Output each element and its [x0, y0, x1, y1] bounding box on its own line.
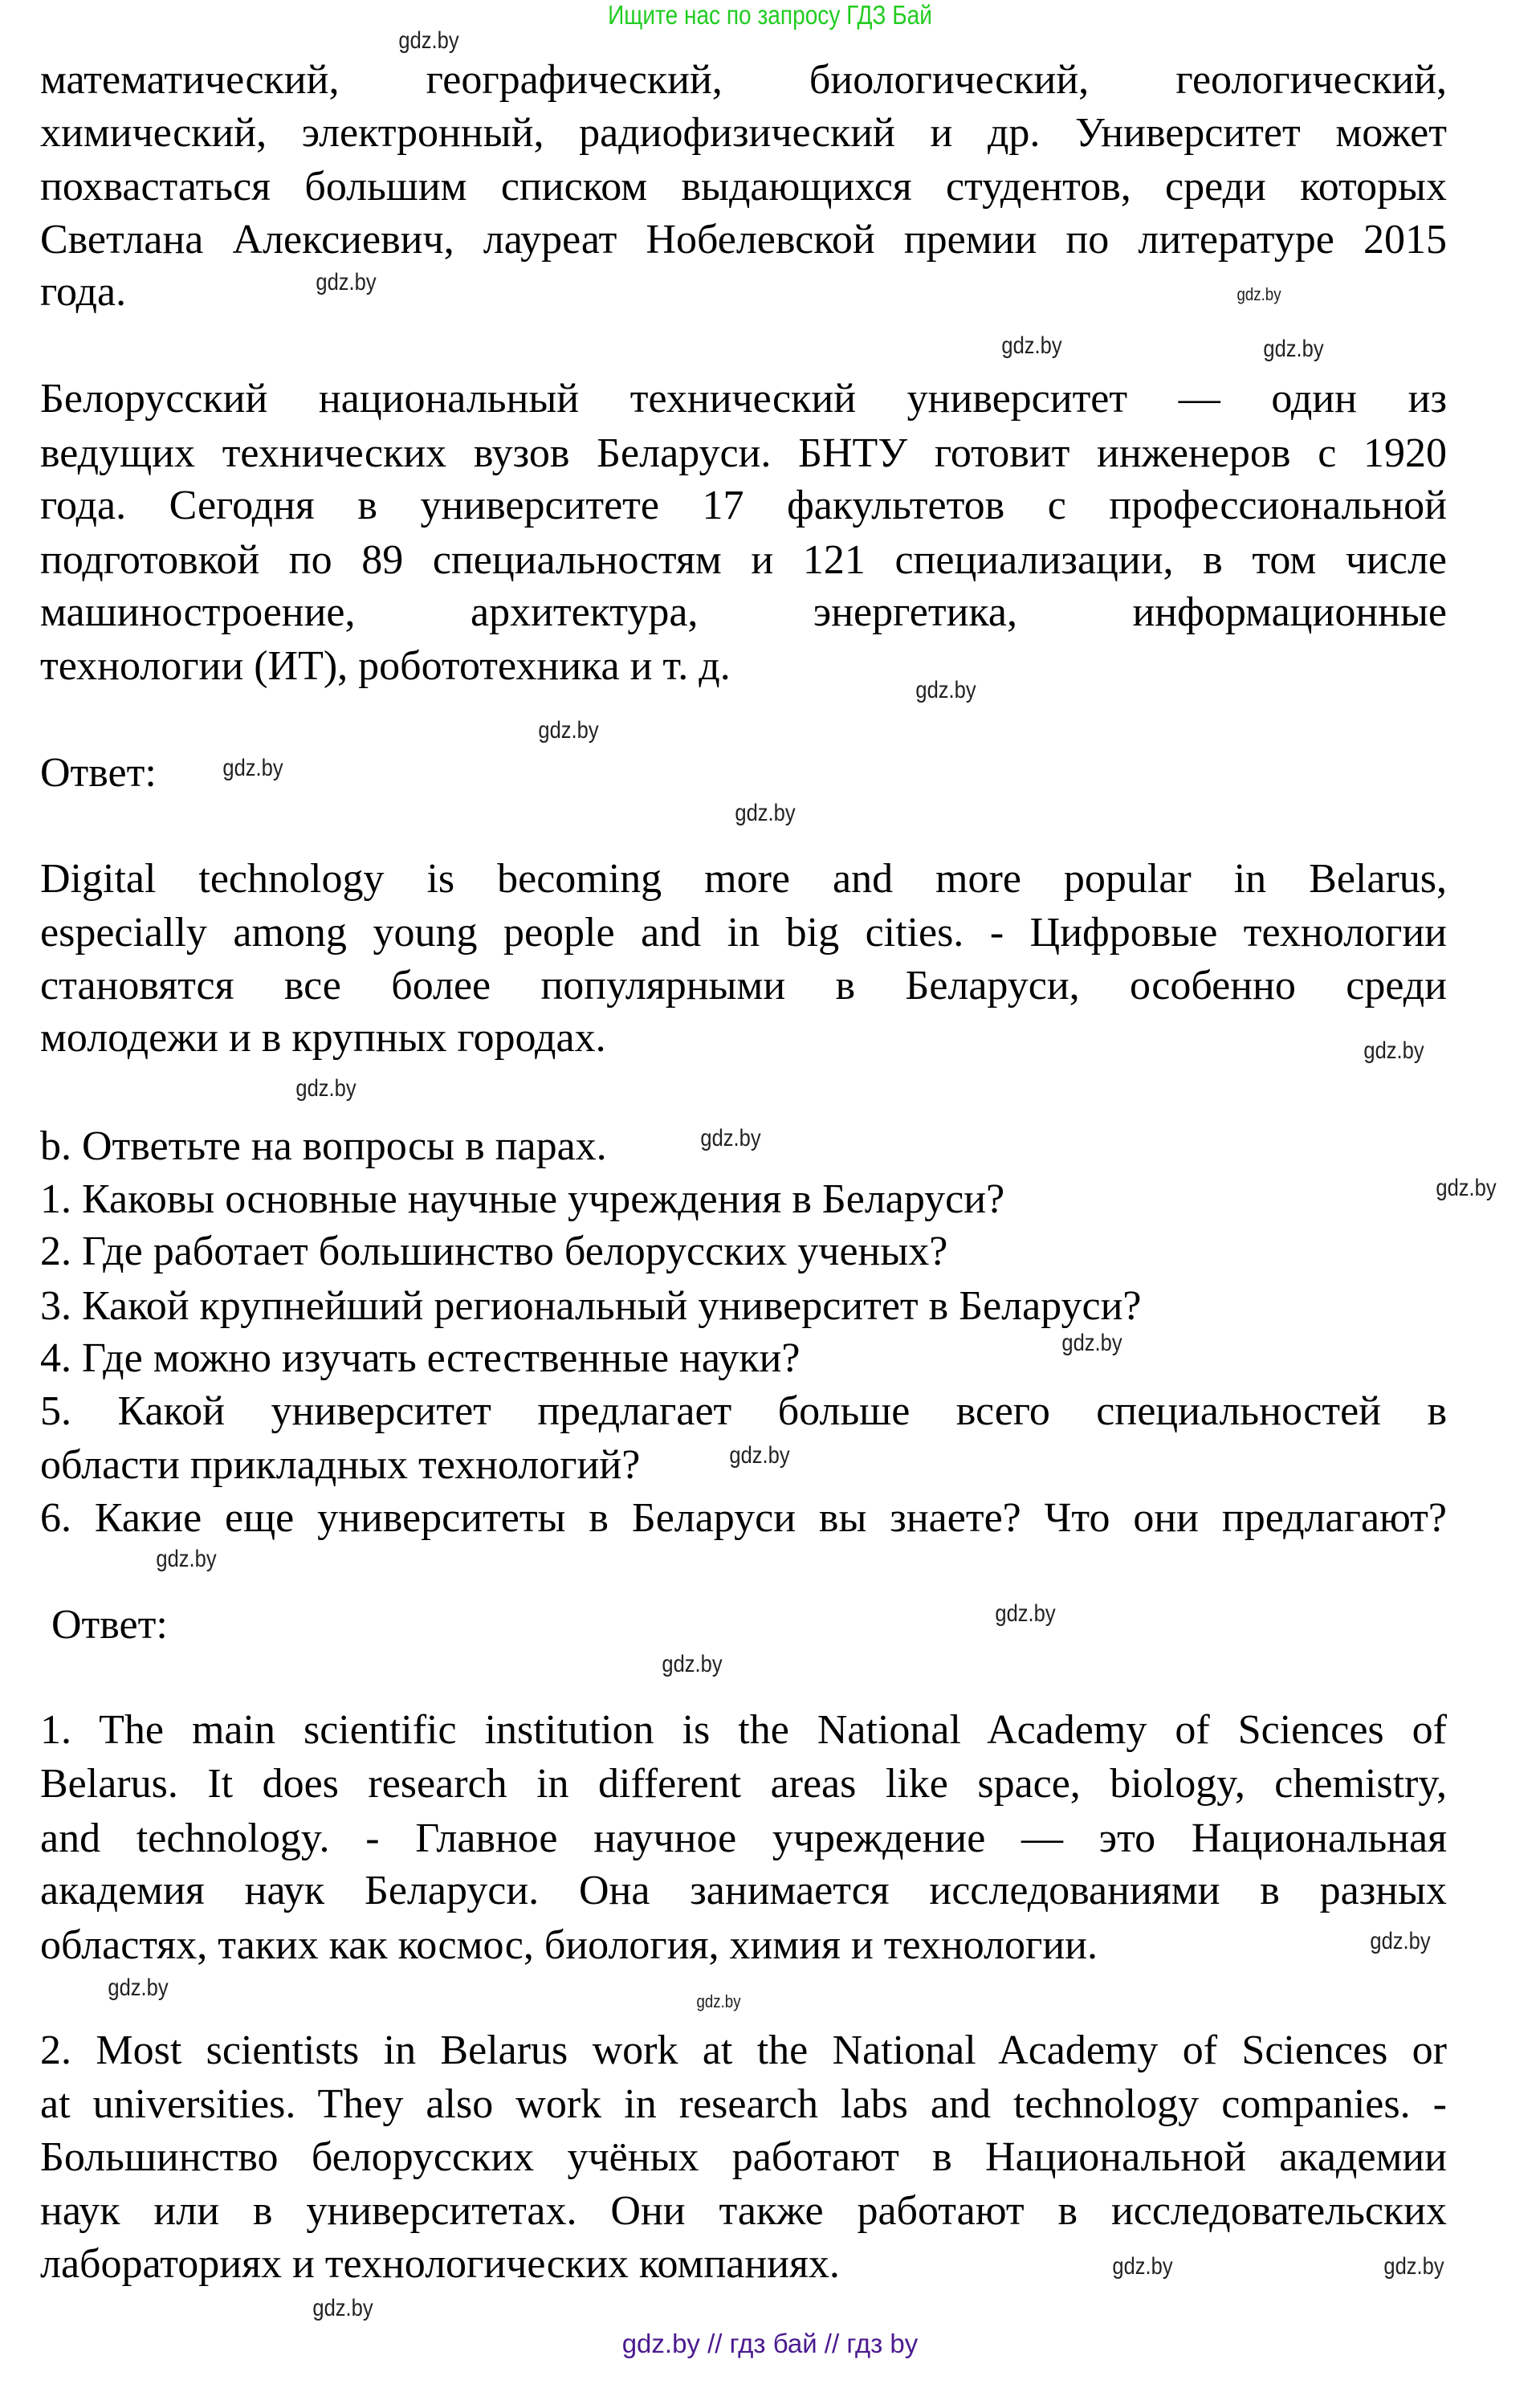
text-line: математический, географический, биологический, геологический, — [40, 57, 1447, 103]
text-line: especially among young people and in big cities. - Цифровые технологии — [40, 910, 1447, 956]
watermark: gdz.by — [1001, 332, 1062, 359]
text-line: ведущих технических вузов Беларуси. БНТУ готовит инженеров с 1920 — [40, 430, 1447, 476]
text-line: 2. Most scientists in Belarus work at the National Academy of Sciences or — [40, 2027, 1447, 2073]
text-line: областях, таких как космос, биология, химия и технологии. — [40, 1921, 1098, 1968]
text-line: Белорусский национальный технический университет — один из — [40, 376, 1447, 422]
watermark: gdz.by — [1061, 1329, 1122, 1356]
watermark: gdz.by — [662, 1651, 723, 1678]
watermark: gdz.by — [915, 676, 976, 703]
watermark: gdz.by — [1436, 1174, 1497, 1201]
text-line: академия наук Беларуси. Она занимается исследованиями в разных — [40, 1868, 1447, 1914]
watermark: gdz.by — [696, 1991, 741, 2011]
text-line: Светлана Алексиевич, лауреат Нобелевской премии по литературе 2015 — [40, 216, 1447, 263]
text-line: становятся все более популярными в Беларуси, особенно среди — [40, 962, 1447, 1009]
text-line: наук или в университетах. Они также работают в исследовательских — [40, 2188, 1447, 2235]
text-line: Belarus. It does research in different areas like space, biology, chemistry, — [40, 1761, 1447, 1807]
text-line: b. Ответьте на вопросы в парах. — [40, 1123, 607, 1169]
text-line: технологии (ИТ), робототехника и т. д. — [40, 643, 731, 690]
search-hint-header: Ищите нас по запросу ГДЗ Бай — [608, 0, 932, 30]
text-line: 5. Какой университет предлагает больше всего специальностей в — [40, 1388, 1447, 1434]
watermark: gdz.by — [1263, 335, 1324, 362]
text-line: 3. Какой крупнейший региональный университет в Беларуси? — [40, 1282, 1142, 1329]
watermark: gdz.by — [316, 269, 377, 296]
text-line: at universities. They also work in research labs and technology companies. - — [40, 2081, 1447, 2128]
text-line: 2. Где работает большинство белорусских ученых? — [40, 1229, 948, 1275]
watermark: gdz.by — [295, 1075, 357, 1102]
text-line: Digital technology is becoming more and more popular in Belarus, — [40, 855, 1447, 902]
text-line: похвастаться большим списком выдающихся студентов, среди которых — [40, 163, 1447, 210]
answer-heading: Ответ: — [51, 1601, 168, 1648]
text-line: химический, электронный, радиофизический и др. Университет может — [40, 109, 1447, 156]
watermark: gdz.by — [995, 1600, 1056, 1627]
watermark: gdz.by — [1112, 2252, 1174, 2280]
text-line: области прикладных технологий? — [40, 1442, 641, 1489]
text-line: 6. Какие еще университеты в Беларуси вы знаете? Что они предлагают? — [40, 1494, 1447, 1541]
watermark: gdz.by — [222, 755, 283, 782]
watermark: gdz.by — [1363, 1037, 1424, 1065]
watermark: gdz.by — [700, 1124, 761, 1151]
text-line: 1. Каковы основные научные учреждения в Беларуси? — [40, 1176, 1005, 1222]
text-line: 1. The main scientific institution is the National Academy of Sciences of — [40, 1706, 1447, 1753]
watermark: gdz.by — [156, 1546, 217, 1573]
answer-heading: Ответ: — [40, 750, 157, 797]
watermark: gdz.by — [108, 1974, 169, 2002]
text-line: машиностроение, архитектура, энергетика, информационные — [40, 589, 1447, 636]
watermark: gdz.by — [312, 2295, 373, 2322]
watermark: gdz.by — [729, 1442, 790, 1469]
text-line: подготовкой по 89 специальностям и 121 специализации, в том числе — [40, 536, 1447, 583]
site-footer-link[interactable]: gdz.by // гдз бай // гдз by — [621, 2329, 919, 2358]
watermark: gdz.by — [1236, 284, 1281, 305]
watermark: gdz.by — [1370, 1928, 1431, 1955]
text-line: and technology. - Главное научное учреждение — это Национальная — [40, 1815, 1447, 1861]
watermark: gdz.by — [398, 26, 459, 54]
watermark: gdz.by — [735, 800, 796, 827]
text-line: Большинство белорусских учёных работают в Национальной академии — [40, 2133, 1447, 2180]
watermark: gdz.by — [538, 717, 599, 744]
text-line: года. Сегодня в университете 17 факультетов с профессиональной — [40, 483, 1447, 529]
watermark: gdz.by — [1383, 2252, 1444, 2280]
text-line: молодежи и в крупных городах. — [40, 1015, 606, 1062]
text-line: лабораториях и технологических компаниях. — [40, 2240, 840, 2287]
text-line: года. — [40, 269, 127, 316]
text-line: 4. Где можно изучать естественные науки? — [40, 1335, 801, 1382]
